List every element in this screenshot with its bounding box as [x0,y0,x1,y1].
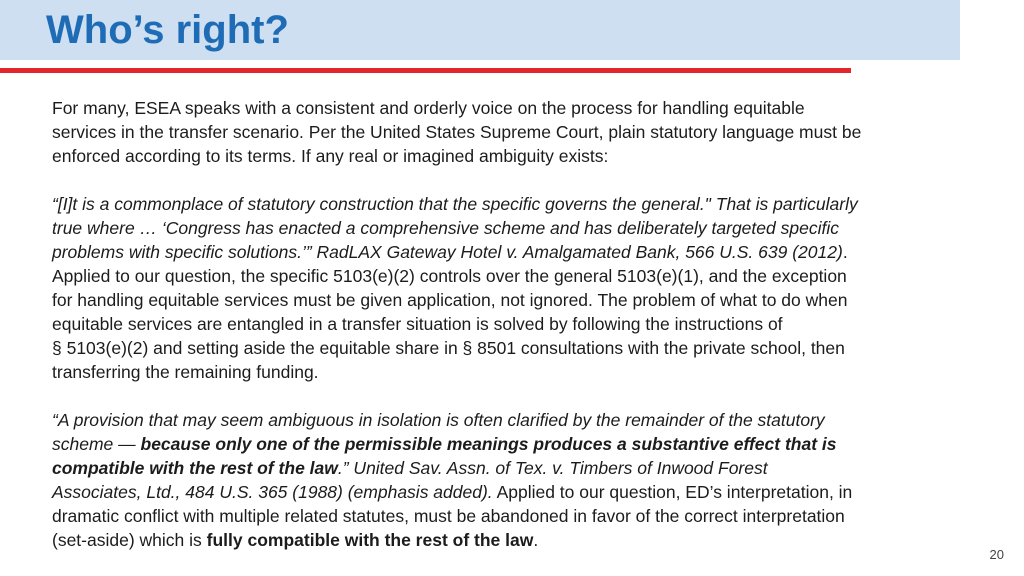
text-line: enforced according to its terms. If any real or imagined ambiguity exists: [52,146,609,166]
text-line: transferring the remaining funding. [52,362,319,382]
text-line: services in the transfer scenario. Per the United States Supreme Court, plain statutory language must be [52,122,862,142]
text-line: for handling equitable services must be given application, not ignored. The problem of what to do when [52,290,848,310]
text-line: equitable services are entangled in a transfer situation is solved by following the instructions of [52,314,783,334]
text-fragment: (set-aside) which is [52,530,207,550]
emphasis-text: because only one of the permissible meanings produces a substantive effect that is [140,434,837,454]
quote-line [52,192,982,216]
paragraph-timbers-quote [52,408,982,552]
case-citation: Associates, Ltd., 484 U.S. 365 (1988) (emphasis added). [52,482,493,502]
text-line: Applied to our question, the specific 5103(e)(2) controls over the general 5103(e)(1), and the exception [52,266,847,286]
quote-line [52,240,982,264]
quote-text: scheme — [52,434,141,454]
slide-page-number: 20 [989,547,1004,562]
quote-line [52,432,982,456]
text-fragment: . [533,530,539,550]
text-line: § 5103(e)(2) and setting aside the equitable share in § 8501 consultations with the private school, then [52,338,845,358]
emphasis-text: fully compatible with the rest of the law [206,530,534,550]
case-citation: .” United Sav. Assn. of Tex. v. Timbers of Inwood Forest [337,458,768,478]
quote-text: “A provision that may seem ambiguous in isolation is often clarified by the remainder of the statutory [52,410,825,430]
text-fragment: . [842,242,848,262]
text-line: dramatic conflict with multiple related statutes, must be abandoned in favor of the correct interpretation [52,506,845,526]
paragraph-radlax-quote [52,192,982,384]
text-fragment: Applied to our question, ED’s interpretation, in [492,482,853,502]
text-line [52,528,982,552]
quote-line [52,456,982,480]
paragraph-intro [52,96,982,168]
quote-line [52,408,982,432]
slide-title: Who’s right? [46,8,289,52]
quote-text: “[I]t is a commonplace of statutory construction that the specific governs the general." That is particularly [52,194,858,214]
case-citation: problems with specific solutions.’” RadLAX Gateway Hotel v. Amalgamated Bank, 566 U.S. 639 (2012) [52,242,843,262]
quote-line [52,216,982,240]
title-underline-rule [0,68,851,73]
text-line: For many, ESEA speaks with a consistent and orderly voice on the process for handling equitable [52,98,805,118]
slide-body [52,96,982,552]
quote-text: true where … ‘Congress has enacted a comprehensive scheme and has deliberately targeted specific [52,218,839,238]
emphasis-text: compatible with the rest of the law [52,458,338,478]
quote-line [52,480,982,504]
